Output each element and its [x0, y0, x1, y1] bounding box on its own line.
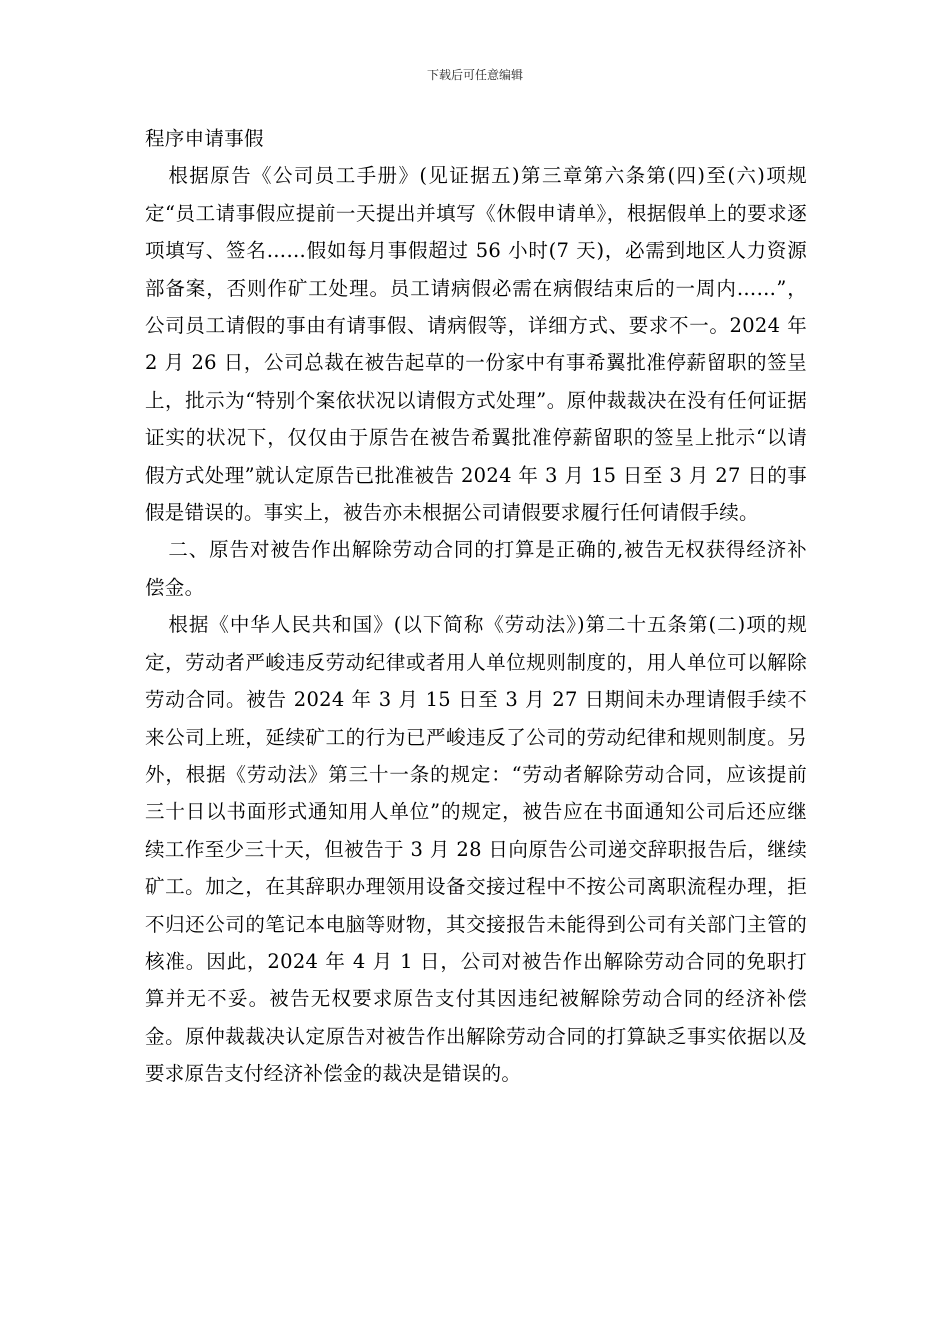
paragraph-section-heading: 二、原告对被告作出解除劳动合同的打算是正确的,被告无权获得经济补偿金。: [145, 538, 807, 599]
document-body: [145, 120, 807, 1093]
paragraph-continuation: 程序申请事假: [145, 127, 264, 150]
page-header: 下载后可任意编辑: [426, 68, 523, 82]
paragraph-leave-rules: 根据原告《公司员工手册》(见证据五)第三章第六条第(四)至(六)项规定“员工请事假应提前一天提出并填写《休假申请单》，根据假单上的要求逐项填写、签名……假如每月事假超过 56 小时(7 天)，必需到地区人力资源部备案，否则作矿工处理。员工请病假必需在病假结束后的一周内……”，公司员工请假的事由有请事假、请病假等，详细方式、要求不一。2024 年 2 月 26 日，公司总裁在被告起草的一份家中有事希翼批准停薪留职的签呈上，批示为“特别个案依状况以请假方式处理”。原仲裁裁决在没有任何证据证实的状况下，仅仅由于原告在被告希翼批准停薪留职的签呈上批示“以请假方式处理”就认定原告已批准被告 2024 年 3 月 15 日至 3 月 27 日的事假是错误的。事实上，被告亦未根据公司请假要求履行任何请假手续。: [145, 164, 807, 525]
paragraph-labor-law: 根据《中华人民共和国》(以下简称《劳动法》)第二十五条第(二)项的规定，劳动者严峻违反劳动纪律或者用人单位规则制度的，用人单位可以解除劳动合同。被告 2024 年 3 月 15 日至 3 月 27 日期间未办理请假手续不来公司上班，延续矿工的行为已严峻违反了公司的劳动纪律和规则制度。另外，根据《劳动法》第三十一条的规定：“劳动者解除劳动合同，应该提前三十日以书面形式通知用人单位”的规定，被告应在书面通知公司后还应继续工作至少三十天，但被告于 3 月 28 日向原告公司递交辞职报告后，继续矿工。加之，在其辞职办理领用设备交接过程中不按公司离职流程办理，拒不归还公司的笔记本电脑等财物，其交接报告未能得到公司有关部门主管的核准。因此，2024 年 4 月 1 日，公司对被告作出解除劳动合同的免职打算并无不妥。被告无权要求原告支付其因违纪被解除劳动合同的经济补偿金。原仲裁裁决认定原告对被告作出解除劳动合同的打算缺乏事实依据以及要求原告支付经济补偿金的裁决是错误的。: [145, 613, 807, 1086]
